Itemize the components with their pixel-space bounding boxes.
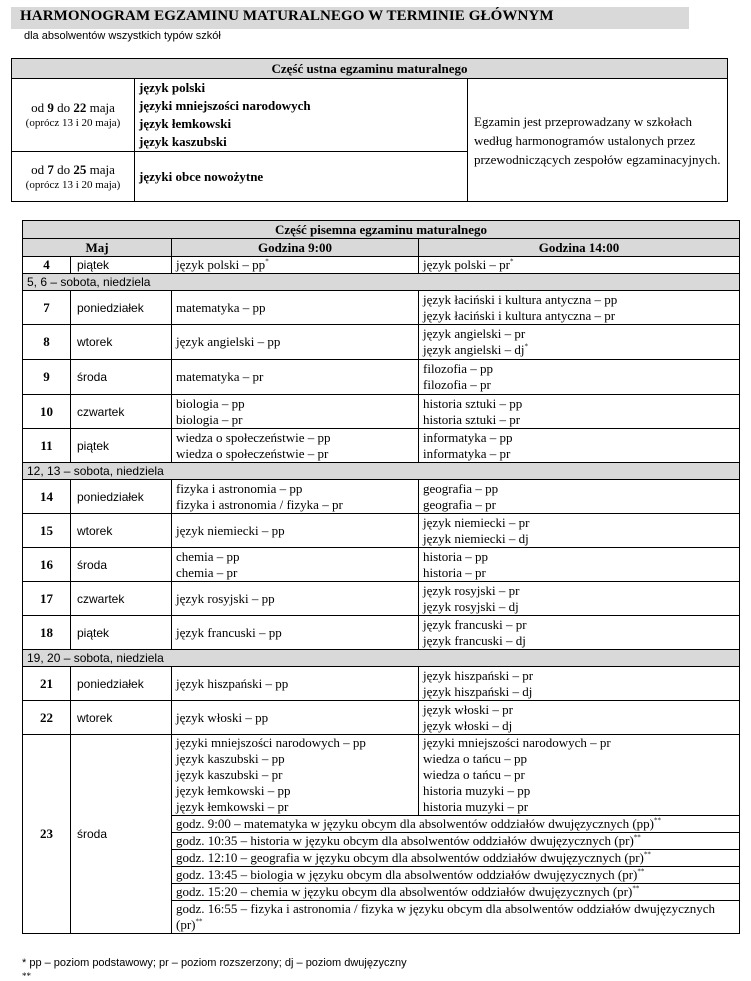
written-heading: Część pisemna egzaminu maturalnego [23, 221, 740, 239]
page-subtitle: dla absolwentów wszystkich typów szkół [24, 30, 221, 42]
exam-entry: filozofia – pp [423, 361, 494, 376]
exam-entry: język polski – pr* [423, 257, 514, 272]
exam-entry: język hiszpański – pr [423, 667, 534, 683]
written-exam-table [22, 220, 740, 934]
table-row [23, 667, 740, 701]
oral-date-note-2: (oprócz 13 i 20 maja) [25, 178, 121, 191]
table-row [23, 514, 740, 548]
exam-entry: język łemkowski – pr [176, 799, 289, 814]
exam-entry: informatyka – pp [423, 429, 513, 445]
table-row [23, 480, 740, 514]
morning-exams [172, 667, 419, 701]
table-row [23, 616, 740, 650]
day-number: 17 [23, 582, 71, 616]
exam-entry: wiedza o społeczeństwie – pr [176, 445, 329, 461]
table-row [23, 548, 740, 582]
weekday: wtorek [71, 325, 172, 360]
table-row [23, 257, 740, 274]
weekend-label: 5, 6 – sobota, niedziela [23, 274, 740, 291]
exam-entry: język włoski – dj [423, 717, 513, 733]
exam-entry: język rosyjski – pr [423, 582, 520, 598]
day-number: 18 [23, 616, 71, 650]
afternoon-exams [419, 257, 740, 274]
exam-entry: wiedza o tańcu – pp [423, 751, 527, 766]
col-am: Godzina 9:00 [172, 239, 419, 257]
afternoon-exams [419, 701, 740, 735]
exam-entry: matematyka – pr [176, 369, 264, 384]
exam-entry: język francuski – dj [423, 632, 526, 648]
exam-entry: język łaciński i kultura antyczna – pp [423, 291, 618, 307]
morning-exams [172, 325, 419, 360]
exam-entry: język kaszubski – pr [176, 767, 283, 782]
weekday: poniedziałek [71, 480, 172, 514]
footnote: * pp – poziom podstawowy; pr – poziom rozszerzony; dj – poziom dwujęzyczny [22, 957, 407, 969]
morning-exams [172, 582, 419, 616]
day-number: 23 [23, 735, 71, 934]
exam-entry: historia – pr [423, 564, 486, 580]
weekday: czwartek [71, 395, 172, 429]
oral-info: Egzamin jest przeprowadzany w szkołach według harmonogramów ustalonych przez przewodniczących zespołów egzaminacyjnych. [468, 79, 728, 202]
table-row [23, 429, 740, 463]
afternoon-exams [419, 735, 740, 816]
day-number: 9 [23, 360, 71, 395]
exam-entry: język łemkowski – pp [176, 783, 291, 798]
exam-entry: języki mniejszości narodowych – pr [423, 735, 611, 750]
table-row [23, 701, 740, 735]
col-month: Maj [23, 239, 172, 257]
day-number: 4 [23, 257, 71, 274]
table-row [23, 291, 740, 325]
bilingual-exam: godz. 9:00 – matematyka w języku obcym dla absolwentów oddziałów dwujęzycznych (pp)** [172, 816, 740, 833]
table-row [23, 395, 740, 429]
exam-entry: język kaszubski – pp [176, 751, 285, 766]
exam-entry: język włoski – pr [423, 701, 513, 717]
weekend-row [23, 650, 740, 667]
oral-subjects-1: język polski języki mniejszości narodowych język łemkowski język kaszubski [135, 79, 468, 152]
afternoon-exams [419, 429, 740, 463]
exam-entry: filozofia – pr [423, 377, 491, 392]
exam-entry: język francuski – pr [423, 616, 527, 632]
weekend-label: 19, 20 – sobota, niedziela [23, 650, 740, 667]
exam-entry: język niemiecki – pr [423, 514, 530, 530]
afternoon-exams [419, 582, 740, 616]
day-number: 14 [23, 480, 71, 514]
morning-exams [172, 291, 419, 325]
table-row [23, 735, 740, 816]
morning-exams [172, 514, 419, 548]
exam-entry: fizyka i astronomia – pp [176, 480, 303, 496]
oral-date-1: od 9 do 22 maja (oprócz 13 i 20 maja) [12, 79, 135, 152]
page-title: HARMONOGRAM EGZAMINU MATURALNEGO W TERMINIE GŁÓWNYM [20, 8, 554, 24]
weekday: wtorek [71, 514, 172, 548]
bilingual-exam: godz. 10:35 – historia w języku obcym dla absolwentów oddziałów dwujęzycznych (pr)** [172, 833, 740, 850]
weekday: wtorek [71, 701, 172, 735]
table-row [23, 325, 740, 360]
weekday: środa [71, 548, 172, 582]
oral-date-2: od 7 do 25 maja (oprócz 13 i 20 maja) [12, 152, 135, 202]
oral-subjects-2: języki obce nowożytne [135, 152, 468, 202]
exam-entry: matematyka – pp [176, 299, 266, 315]
exam-entry: język hiszpański – dj [423, 683, 533, 699]
weekend-label: 12, 13 – sobota, niedziela [23, 463, 740, 480]
afternoon-exams [419, 325, 740, 360]
morning-exams [172, 616, 419, 650]
exam-entry: wiedza o społeczeństwie – pp [176, 429, 331, 445]
day-number: 10 [23, 395, 71, 429]
weekend-row [23, 274, 740, 291]
day-number: 15 [23, 514, 71, 548]
exam-entry: fizyka i astronomia / fizyka – pr [176, 496, 343, 512]
table-row [23, 582, 740, 616]
weekday: piątek [71, 429, 172, 463]
exam-entry: język angielski – pp [176, 334, 281, 349]
col-pm: Godzina 14:00 [419, 239, 740, 257]
bilingual-exam: godz. 13:45 – biologia w języku obcym dla absolwentów oddziałów dwujęzycznych (pr)** [172, 867, 740, 884]
morning-exams [172, 429, 419, 463]
exam-entry: historia muzyki – pr [423, 799, 529, 814]
bilingual-exam: godz. 16:55 – fizyka i astronomia / fizyka w języku obcym dla absolwentów oddziałów dwujęzycznych (pr)** [172, 901, 740, 934]
exam-entry: języki mniejszości narodowych – pp [176, 735, 366, 750]
exam-entry: biologia – pp [176, 395, 245, 411]
exam-entry: język rosyjski – dj [423, 598, 519, 614]
exam-entry: historia – pp [423, 548, 488, 564]
exam-entry: informatyka – pr [423, 445, 511, 461]
afternoon-exams [419, 548, 740, 582]
exam-entry: chemia – pp [176, 548, 240, 564]
exam-entry: język polski – pp* [176, 257, 269, 272]
afternoon-exams [419, 514, 740, 548]
weekday: środa [71, 360, 172, 395]
weekday: piątek [71, 257, 172, 274]
afternoon-exams [419, 480, 740, 514]
afternoon-exams [419, 667, 740, 701]
exam-entry: geografia – pr [423, 496, 496, 512]
day-number: 22 [23, 701, 71, 735]
morning-exams [172, 548, 419, 582]
table-row [23, 360, 740, 395]
oral-heading: Część ustna egzaminu maturalnego [12, 59, 728, 79]
morning-exams [172, 735, 419, 816]
weekday: czwartek [71, 582, 172, 616]
weekday: poniedziałek [71, 291, 172, 325]
afternoon-exams [419, 360, 740, 395]
exam-entry: historia muzyki – pp [423, 783, 531, 798]
day-number: 7 [23, 291, 71, 325]
weekday: piątek [71, 616, 172, 650]
exam-entry: język niemiecki – dj [423, 530, 529, 546]
morning-exams [172, 257, 419, 274]
day-number: 8 [23, 325, 71, 360]
exam-entry: wiedza o tańcu – pr [423, 767, 525, 782]
weekend-row [23, 463, 740, 480]
day-number: 16 [23, 548, 71, 582]
exam-entry: język niemiecki – pp [176, 522, 285, 538]
exam-entry: geografia – pp [423, 480, 499, 496]
weekday: poniedziałek [71, 667, 172, 701]
exam-entry: historia sztuki – pp [423, 395, 523, 411]
morning-exams [172, 701, 419, 735]
exam-entry: język włoski – pp [176, 709, 269, 725]
afternoon-exams [419, 616, 740, 650]
exam-entry: język angielski – pr [423, 326, 526, 341]
morning-exams [172, 360, 419, 395]
bilingual-exam: godz. 12:10 – geografia w języku obcym dla absolwentów oddziałów dwujęzycznych (pr)** [172, 850, 740, 867]
exam-entry: biologia – pr [176, 411, 243, 427]
bilingual-exam: godz. 15:20 – chemia w języku obcym dla absolwentów oddziałów dwujęzycznych (pr)** [172, 884, 740, 901]
exam-entry: język angielski – dj* [423, 342, 528, 357]
exam-entry: język łaciński i kultura antyczna – pr [423, 307, 616, 323]
oral-date-note-1: (oprócz 13 i 20 maja) [25, 117, 121, 129]
exam-entry: historia sztuki – pr [423, 411, 521, 427]
afternoon-exams [419, 395, 740, 429]
exam-entry: chemia – pr [176, 564, 238, 580]
oral-exam-table [11, 58, 728, 202]
exam-entry: język hiszpański – pp [176, 675, 289, 691]
day-number: 11 [23, 429, 71, 463]
morning-exams [172, 395, 419, 429]
exam-entry: język francuski – pp [176, 624, 282, 640]
footnote-2: ** [22, 971, 31, 981]
weekday: środa [71, 735, 172, 934]
exam-entry: język rosyjski – pp [176, 590, 275, 606]
morning-exams [172, 480, 419, 514]
afternoon-exams [419, 291, 740, 325]
day-number: 21 [23, 667, 71, 701]
